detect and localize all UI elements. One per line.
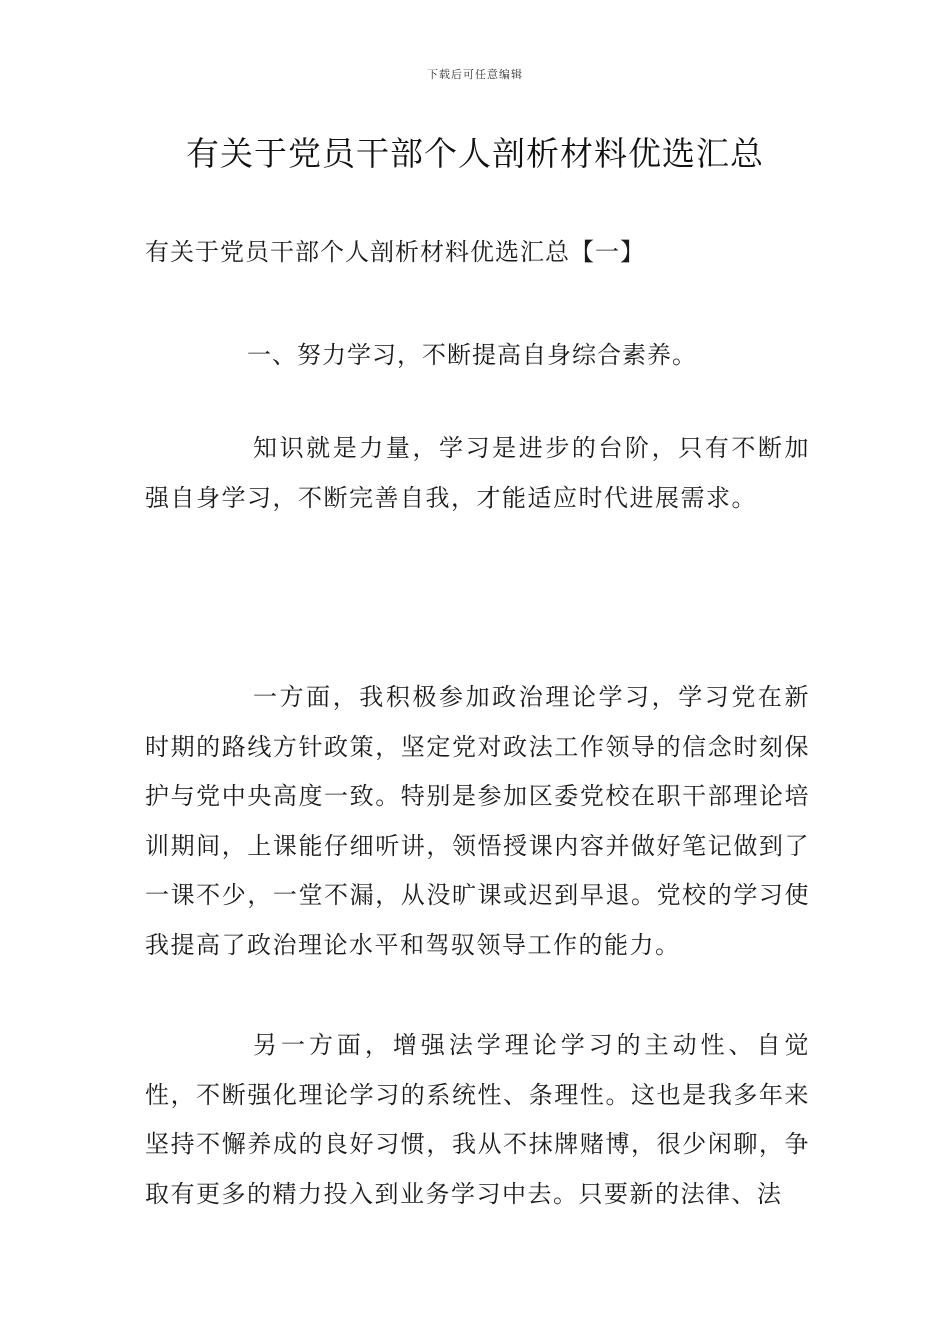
header-note: 下载后可任意编辑 [427, 68, 523, 81]
paragraph-3: 另一方面，增强法学理论学习的主动性、自觉性，不断强化理论学习的系统性、条理性。这也是我多年来坚持不懈养成的良好习惯，我从不抹牌赌博，很少闲聊，争取有更多的精力投入到业务学习中去。只要新的法律、法 [145, 1031, 810, 1208]
paragraph-1: 知识就是力量，学习是进步的台阶，只有不断加强自身学习，不断完善自我，才能适应时代进展需求。 [145, 434, 810, 512]
heading-1: 一、努力学习，不断提高自身综合素养。 [247, 341, 697, 369]
paragraph-2: 一方面，我积极参加政治理论学习，学习党在新时期的路线方针政策，坚定党对政法工作领导的信念时刻保护与党中央高度一致。特别是参加区委党校在职干部理论培训期间，上课能仔细听讲，领悟授课内容并做好笔记做到了一课不少，一堂不漏，从没旷课或迟到早退。党校的学习使我提高了政治理论水平和驾驭领导工作的能力。 [145, 683, 810, 959]
document-title: 有关于党员干部个人剖析材料优选汇总 [186, 134, 764, 173]
section-title: 有关于党员干部个人剖析材料优选汇总【一】 [145, 238, 645, 266]
